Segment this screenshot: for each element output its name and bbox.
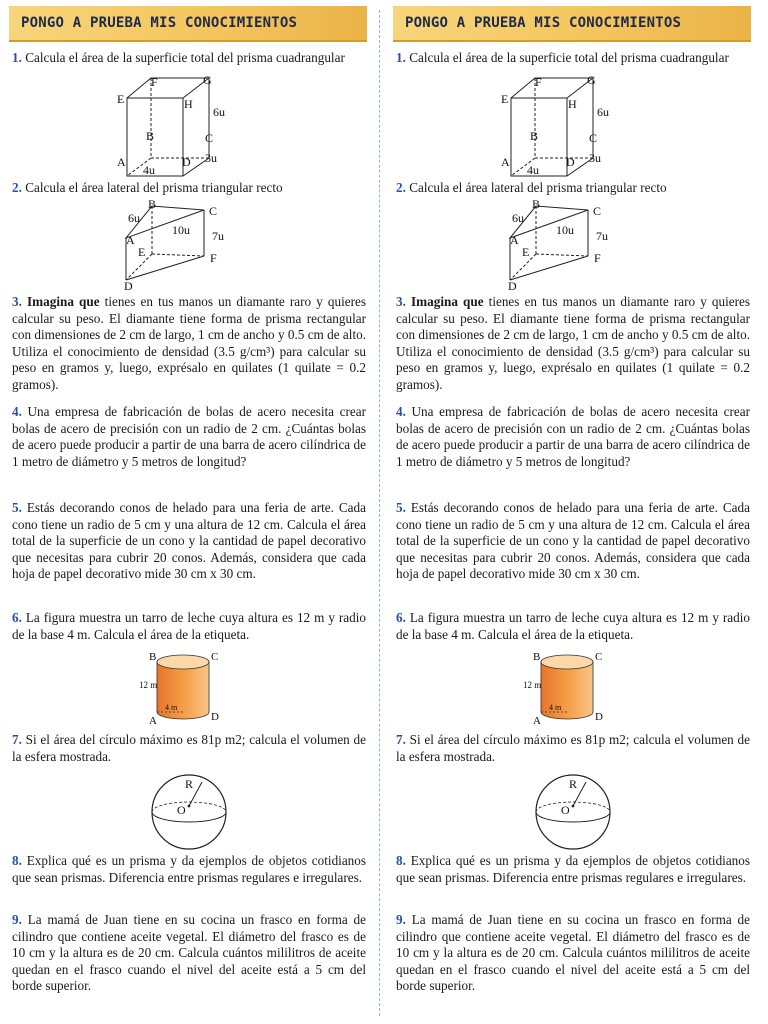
dimension-label: 12 m — [523, 680, 542, 690]
vertex-label: D — [595, 711, 603, 723]
vertex-label: D — [508, 279, 517, 290]
vertex-label: D — [211, 711, 219, 723]
vertex-label: C — [209, 204, 218, 218]
vertex-label: B — [148, 198, 157, 211]
vertex-label: C — [595, 651, 603, 663]
dimension-label: 4 m — [165, 703, 178, 712]
question-4 — [396, 404, 750, 470]
quadrangular-prism-figure — [493, 70, 623, 180]
question-6 — [396, 610, 750, 643]
vertex-label: B — [533, 651, 541, 663]
vertex-label: F — [535, 75, 542, 89]
dimension-label: 10u — [556, 223, 574, 237]
vertex-label: B — [149, 651, 157, 663]
question-number: 4. — [12, 404, 22, 419]
vertex-label: E — [501, 92, 509, 106]
sphere-figure — [139, 770, 239, 850]
vertex-label: C — [205, 131, 214, 145]
dimension-label: 3u — [589, 151, 601, 165]
vertex-label: F — [210, 251, 217, 265]
vertex-label: G — [203, 73, 212, 87]
radius-label: R — [569, 777, 578, 791]
vertex-label: E — [117, 92, 125, 106]
dimension-label: 3u — [205, 151, 217, 165]
question-number: 3. — [396, 294, 406, 309]
cylinder-figure — [129, 648, 229, 726]
dimension-label: 4u — [143, 163, 155, 177]
question-number: 6. — [396, 610, 406, 625]
question-number: 3. — [12, 294, 22, 309]
vertex-label: B — [146, 129, 155, 143]
question-text: La figura muestra un tarro de leche cuya altura es 12 m y radio de la base 4 m. Calcula el área de la etiqueta. — [396, 610, 751, 642]
quadrangular-prism-figure — [109, 70, 239, 180]
dimension-label: 6u — [597, 105, 609, 119]
question-3 — [396, 294, 750, 394]
question-text: Una empresa de fabricación de bolas de acero necesita crear bolas de acero de precisión con un radio de 2 cm. ¿Cuántas bolas de acero puede producir a partir de una barra de acero cilíndrica de 1 metro de diámetro y 5 metros de longitud? — [396, 404, 750, 469]
question-text: Explica qué es un prisma y da ejemplos de objetos cotidianos que sean prismas. Diferencia entre prismas regulares e irregulares. — [12, 853, 366, 885]
vertex-label: B — [530, 129, 539, 143]
question-text: tienes en tus manos un diamante raro y quieres calcular su peso. El diamante tiene forma de prisma rectangular con dimensiones de 2 cm de largo, 1 cm de ancho y 0.5 cm de alto. Utiliza el conocimiento de densidad (3.5 g/cm³) para calcular su peso en gramos y, luego, exprésalo en quilates (1 quilate = 0.2 gramos). — [12, 294, 367, 392]
sphere-figure — [523, 770, 623, 850]
question-number: 7. — [12, 732, 22, 747]
dimension-label: 6u — [512, 211, 524, 225]
question-lead: Imagina que — [27, 294, 100, 309]
question-number: 5. — [396, 500, 406, 515]
question-text: Una empresa de fabricación de bolas de acero necesita crear bolas de acero de precisión con un radio de 2 cm. ¿Cuántas bolas de acero puede producir a partir de una barra de acero cilíndrica de 1 metro de diámetro y 5 metros de longitud? — [12, 404, 366, 469]
question-number: 7. — [396, 732, 406, 747]
question-text: Explica qué es un prisma y da ejemplos de objetos cotidianos que sean prismas. Diferencia entre prismas regulares e irregulares. — [396, 853, 750, 885]
question-text: Si el área del círculo máximo es 81p m2; calcula el volumen de la esfera mostrada. — [12, 732, 366, 764]
vertex-label: F — [594, 251, 601, 265]
dimension-label: 6u — [128, 211, 140, 225]
question-number: 8. — [396, 853, 406, 868]
title-banner — [9, 6, 367, 42]
question-text: Estás decorando conos de helado para una feria de arte. Cada cono tiene un radio de 5 cm y una altura de 12 cm. Calcula el área total de la superficie de un cono y la cantidad de papel decorativo que necesitas para cubrir 20 conos. Además, considera que cada hoja de papel decorativo mide 30 cm x 30 cm. — [396, 500, 750, 582]
vertex-label: A — [117, 155, 126, 169]
question-5 — [12, 500, 366, 583]
triangular-prism-figure — [114, 198, 234, 290]
question-8 — [396, 853, 750, 886]
vertex-label: G — [587, 73, 596, 87]
vertex-label: D — [566, 155, 575, 169]
question-lead: Imagina que — [411, 294, 484, 309]
vertex-label: A — [126, 233, 135, 247]
question-9 — [12, 912, 366, 995]
question-number: 4. — [396, 404, 406, 419]
question-text: Calcula el área lateral del prisma triangular recto — [409, 180, 667, 195]
question-2 — [396, 180, 750, 197]
vertex-label: H — [568, 97, 577, 111]
question-4 — [12, 404, 366, 470]
dimension-label: 4 m — [549, 703, 562, 712]
vertex-label: A — [149, 715, 157, 726]
question-text: La figura muestra un tarro de leche cuya altura es 12 m y radio de la base 4 m. Calcula el área de la etiqueta. — [12, 610, 367, 642]
banner-title: PONGO A PRUEBA MIS CONOCIMIENTOS — [405, 15, 682, 31]
vertex-label: B — [532, 198, 541, 211]
dimension-label: 7u — [212, 229, 224, 243]
question-7 — [12, 732, 366, 765]
vertex-label: C — [593, 204, 602, 218]
dimension-label: 4u — [527, 163, 539, 177]
cylinder-figure — [513, 648, 613, 726]
question-text: Si el área del círculo máximo es 81p m2; calcula el volumen de la esfera mostrada. — [396, 732, 750, 764]
question-text: Calcula el área de la superficie total del prisma cuadrangular — [409, 50, 729, 65]
banner-title: PONGO A PRUEBA MIS CONOCIMIENTOS — [21, 15, 298, 31]
radius-label: R — [185, 777, 194, 791]
question-6 — [12, 610, 366, 643]
question-number: 1. — [396, 50, 406, 65]
question-number: 2. — [12, 180, 22, 195]
question-2 — [12, 180, 366, 197]
question-8 — [12, 853, 366, 886]
question-number: 1. — [12, 50, 22, 65]
vertex-label: D — [124, 279, 133, 290]
question-7 — [396, 732, 750, 765]
center-label: O — [561, 803, 570, 817]
vertex-label: A — [510, 233, 519, 247]
column-divider — [379, 10, 380, 1016]
question-text: Calcula el área de la superficie total del prisma cuadrangular — [25, 50, 345, 65]
question-number: 6. — [12, 610, 22, 625]
vertex-label: C — [211, 651, 219, 663]
vertex-label: F — [151, 75, 158, 89]
question-text: Calcula el área lateral del prisma triangular recto — [25, 180, 283, 195]
question-number: 5. — [12, 500, 22, 515]
dimension-label: 7u — [596, 229, 608, 243]
dimension-label: 10u — [172, 223, 190, 237]
question-5 — [396, 500, 750, 583]
vertex-label: C — [589, 131, 598, 145]
center-label: O — [177, 803, 186, 817]
question-text: tienes en tus manos un diamante raro y quieres calcular su peso. El diamante tiene forma de prisma rectangular con dimensiones de 2 cm de largo, 1 cm de ancho y 0.5 cm de alto. Utiliza el conocimiento de densidad (3.5 g/cm³) para calcular su peso en gramos y, luego, exprésalo en quilates (1 quilate = 0.2 gramos). — [396, 294, 751, 392]
dimension-label: 6u — [213, 105, 225, 119]
vertex-label: A — [533, 715, 541, 726]
title-banner — [393, 6, 751, 42]
question-number: 9. — [12, 912, 22, 927]
vertex-label: H — [184, 97, 193, 111]
question-number: 9. — [396, 912, 406, 927]
question-9 — [396, 912, 750, 995]
question-text: La mamá de Juan tiene en su cocina un frasco en forma de cilindro que contiene aceite vegetal. El diámetro del frasco es de 10 cm y la altura es de 20 cm. Calcula cuántos mililitros de aceite quedan en el frasco cuando el nivel del aceite está a 5 cm del borde superior. — [12, 912, 366, 994]
vertex-label: A — [501, 155, 510, 169]
question-number: 2. — [396, 180, 406, 195]
question-text: Estás decorando conos de helado para una feria de arte. Cada cono tiene un radio de 5 cm y una altura de 12 cm. Calcula el área total de la superficie de un cono y la cantidad de papel decorativo que necesitas para cubrir 20 conos. Además, considera que cada hoja de papel decorativo mide 30 cm x 30 cm. — [12, 500, 366, 582]
vertex-label: E — [138, 245, 146, 259]
question-1 — [12, 50, 366, 67]
question-1 — [396, 50, 750, 67]
vertex-label: D — [182, 155, 191, 169]
dimension-label: 12 m — [139, 680, 158, 690]
triangular-prism-figure — [498, 198, 618, 290]
question-text: La mamá de Juan tiene en su cocina un frasco en forma de cilindro que contiene aceite vegetal. El diámetro del frasco es de 10 cm y la altura es de 20 cm. Calcula cuántos mililitros de aceite quedan en el frasco cuando el nivel del aceite está a 5 cm del borde superior. — [396, 912, 750, 994]
question-3 — [12, 294, 366, 394]
vertex-label: E — [522, 245, 530, 259]
question-number: 8. — [12, 853, 22, 868]
